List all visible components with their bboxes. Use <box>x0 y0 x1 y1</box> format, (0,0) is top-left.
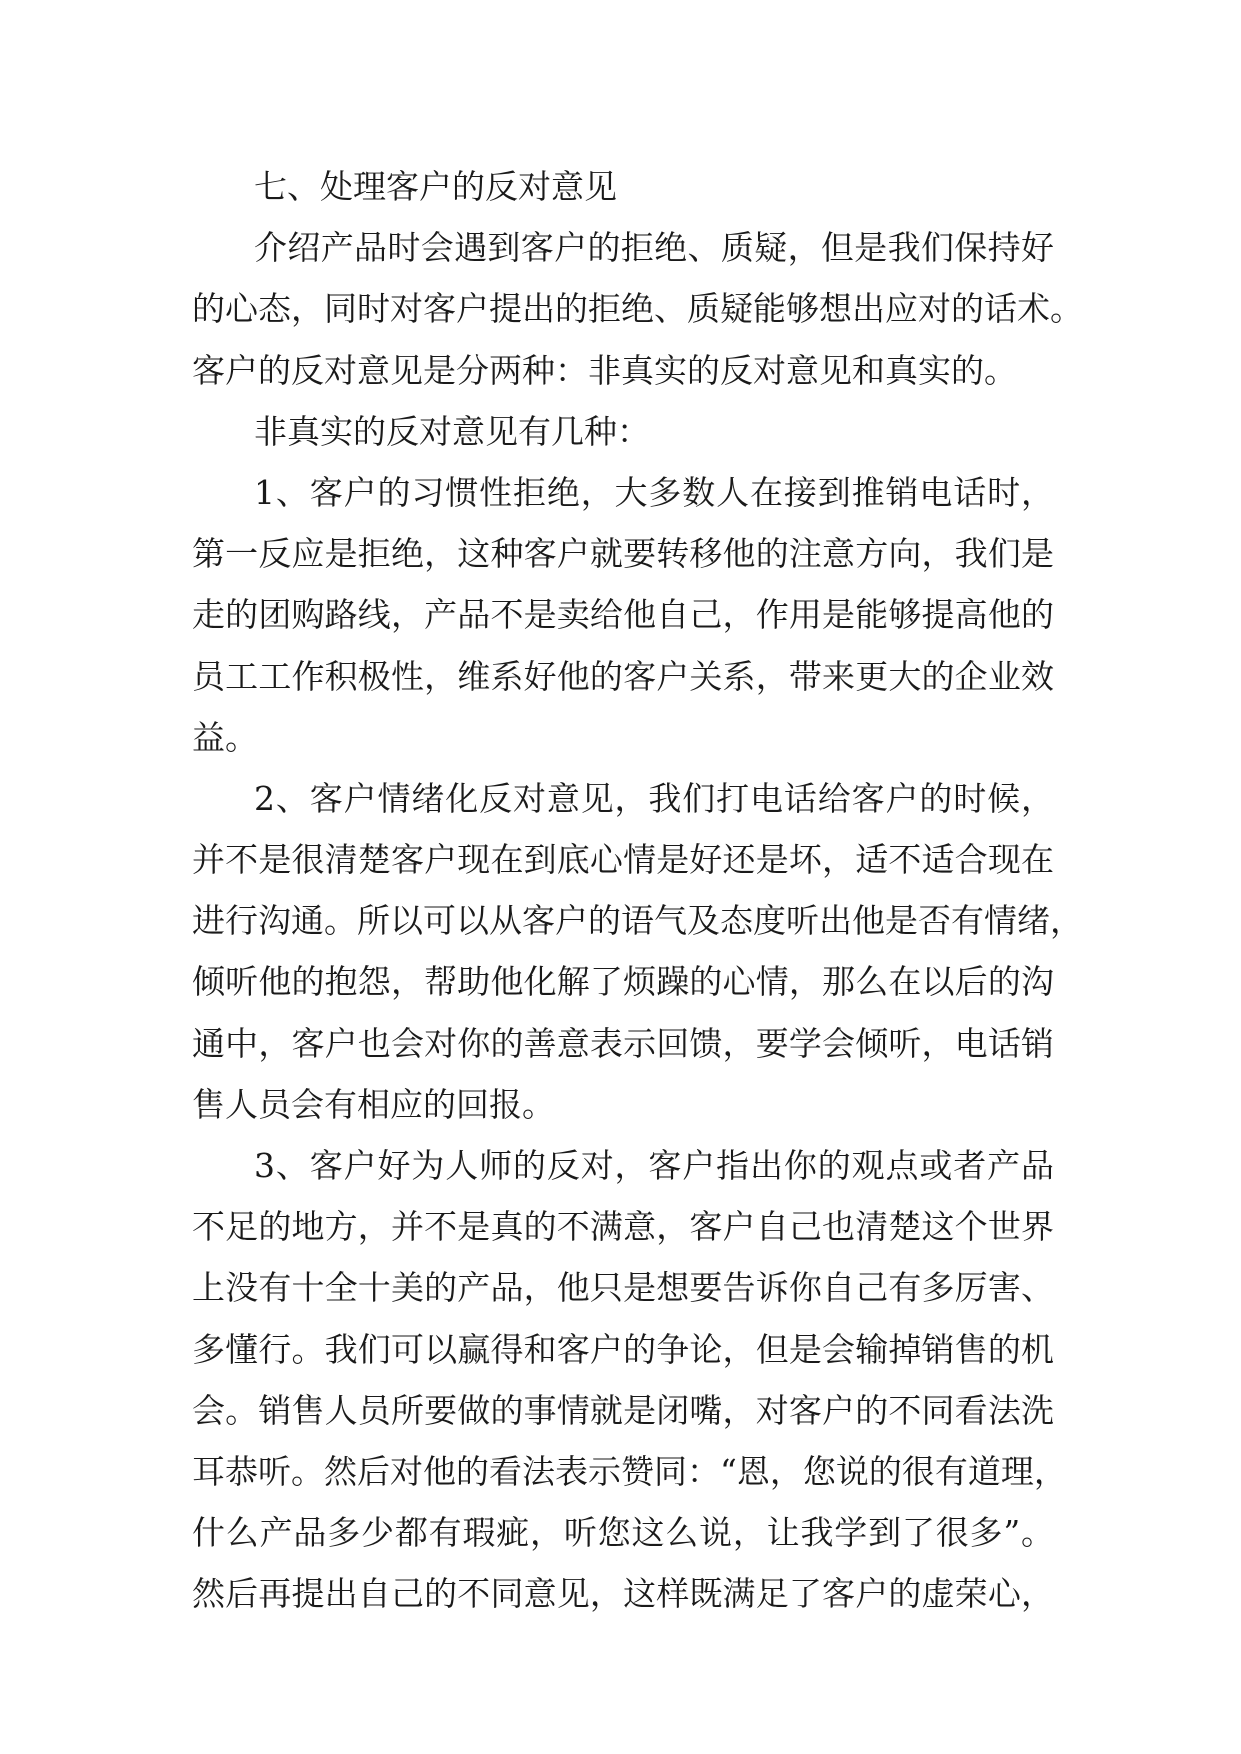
paragraph-first-line: 介绍产品时会遇到客户的拒绝、质疑，但是我们保持好 <box>254 228 1054 268</box>
text-line: 走的团购路线，产品不是卖给他自己，作用是能够提高他的 <box>192 595 1054 635</box>
text-line: 第一反应是拒绝，这种客户就要转移他的注意方向，我们是 <box>192 534 1054 574</box>
document-body <box>192 156 1083 1625</box>
paragraph-first-line: 3、客户好为人师的反对，客户指出你的观点或者产品 <box>254 1146 1054 1185</box>
text-line: 会。销售人员所要做的事情就是闭嘴，对客户的不同看法洗 <box>192 1390 1054 1430</box>
text-line: 什么产品多少都有瑕疵，听您这么说，让我学到了很多”。 <box>192 1513 1054 1553</box>
paragraph-first-line: 1、客户的习惯性拒绝，大多数人在接到推销电话时， <box>254 472 1054 512</box>
text-line: 客户的反对意见是分两种：非真实的反对意见和真实的。 <box>192 350 1017 390</box>
text-line: 售人员会有相应的回报。 <box>192 1084 555 1124</box>
text-line: 员工工作积极性，维系好他的客户关系，带来更大的企业效 <box>192 656 1054 696</box>
text-line: 并不是很清楚客户现在到底心情是好还是坏，适不适合现在 <box>192 840 1054 880</box>
paragraph-first-line: 七、处理客户的反对意见 <box>254 167 617 206</box>
text-line: 通中，客户也会对你的善意表示回馈，要学会倾听，电话销 <box>192 1023 1054 1063</box>
text-line: 多懂行。我们可以赢得和客户的争论，但是会输掉销售的机 <box>192 1329 1054 1369</box>
paragraph-first-line: 2、客户情绪化反对意见，我们打电话给客户的时候， <box>254 778 1054 818</box>
paragraph-first-line: 非真实的反对意见有几种： <box>254 411 650 451</box>
text-line: 不足的地方，并不是真的不满意，客户自己也清楚这个世界 <box>192 1207 1054 1247</box>
text-line: 上没有十全十美的产品，他只是想要告诉你自己有多厉害、 <box>192 1268 1054 1308</box>
text-line: 益。 <box>192 717 258 757</box>
text-line: 的心态，同时对客户提出的拒绝、质疑能够想出应对的话术。 <box>192 289 1083 329</box>
text-line: 耳恭听。然后对他的看法表示赞同：“恩，您说的很有道理， <box>192 1451 1067 1491</box>
text-line: 进行沟通。所以可以从客户的语气及态度听出他是否有情绪， <box>192 901 1083 941</box>
text-line: 倾听他的抱怨，帮助他化解了烦躁的心情，那么在以后的沟 <box>192 962 1054 1002</box>
text-line: 然后再提出自己的不同意见，这样既满足了客户的虚荣心， <box>192 1574 1054 1614</box>
